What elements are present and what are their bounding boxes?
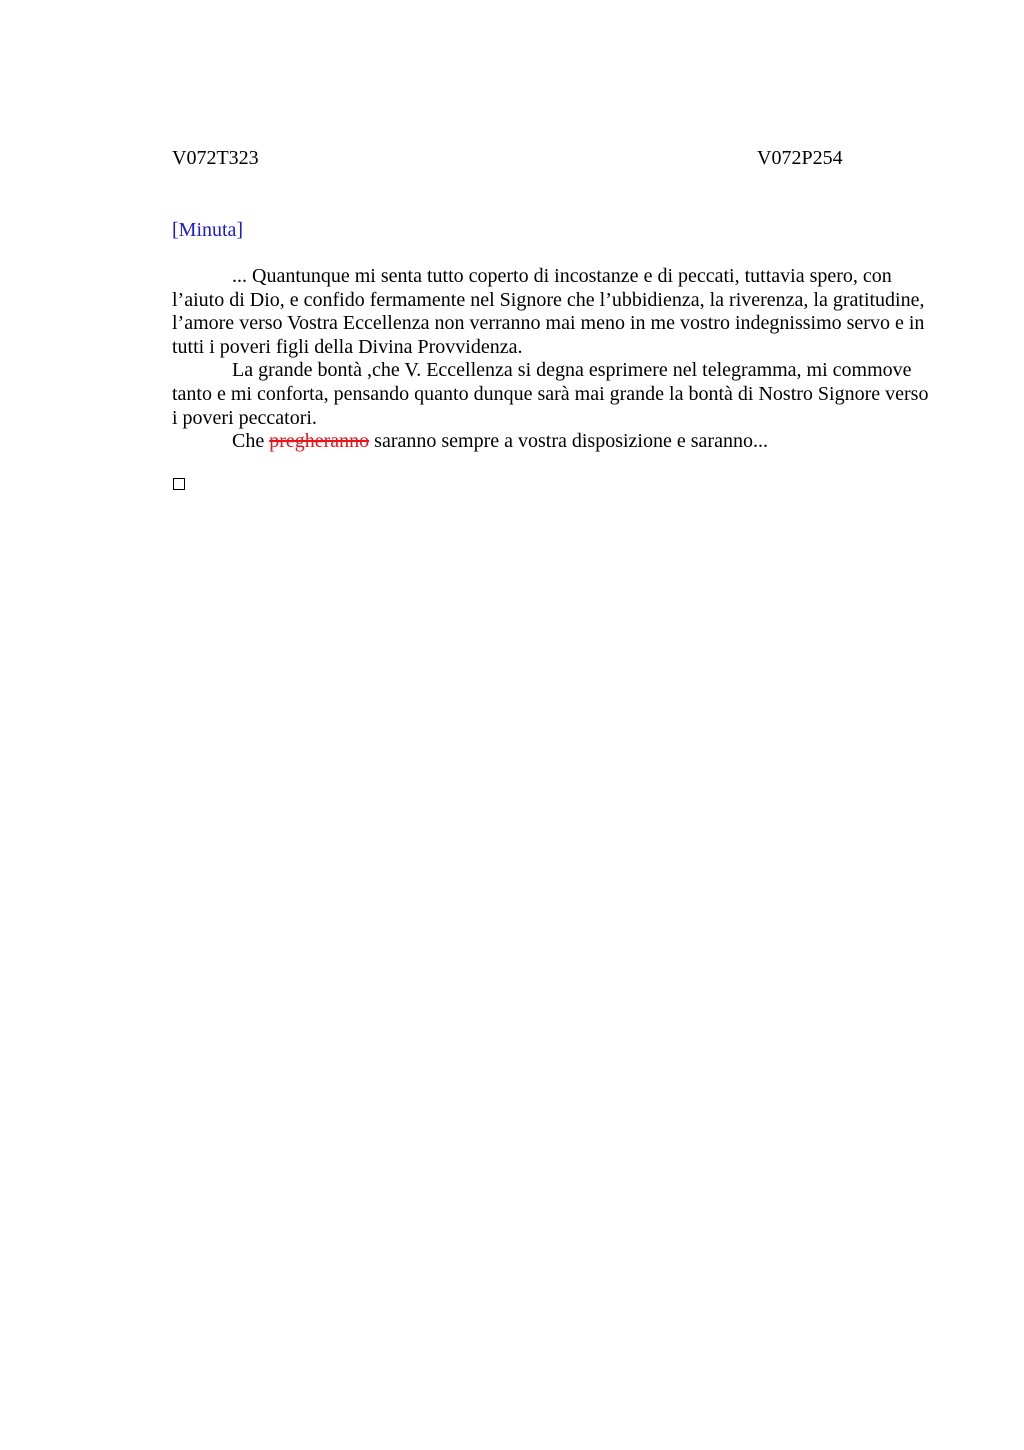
minuta-label: [Minuta] xyxy=(172,219,244,241)
paragraph-1: ... Quantunque mi senta tutto coperto di incostanze e di peccati, tuttavia spero, con l’aiuto di Dio, e confido fermamente nel Signore che l’ubbidienza, la riverenza, la gratitudine, l’amore verso Vostra Eccellenza non verranno mai meno in me vostro indegnissimo servo e in tutti i poveri figli della Divina Provvidenza. xyxy=(172,265,925,358)
paragraph-3-start: Che xyxy=(232,430,270,453)
paragraph-2: La grande bontà ,che V. Eccellenza si degna esprimere nel telegramma, mi commove tanto e mi conforta, pensando quanto dunque sarà mai grande la bontà di Nostro Signore verso i poveri peccatori. xyxy=(172,359,929,429)
letter-body xyxy=(172,265,932,454)
deleted-word: pregheranno xyxy=(269,430,370,453)
page-reference-code: V072P254 xyxy=(757,147,843,169)
document-reference-code: V072T323 xyxy=(172,147,259,169)
paragraph-3 xyxy=(172,430,932,454)
paragraph-3-end: saranno sempre a vostra disposizione e saranno... xyxy=(369,430,768,453)
empty-square-icon xyxy=(173,478,185,490)
